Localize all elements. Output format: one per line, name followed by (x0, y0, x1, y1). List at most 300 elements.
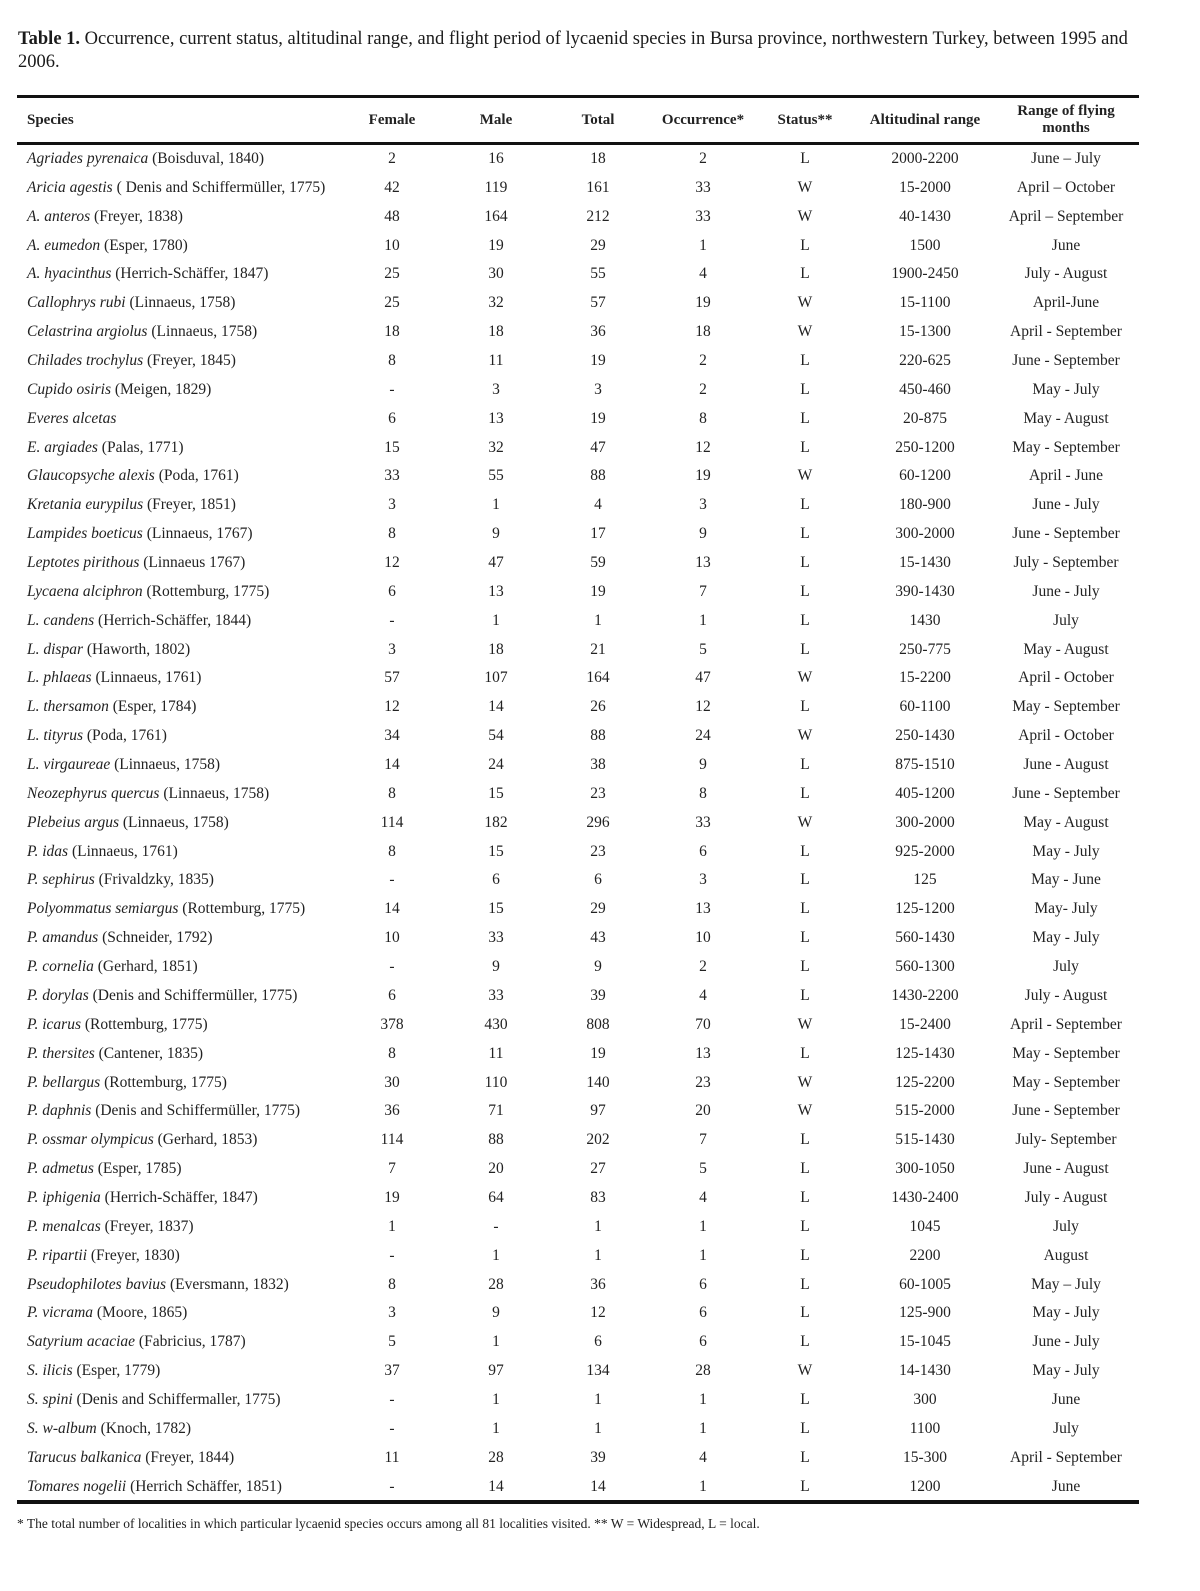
status-cell: L (800, 900, 810, 918)
total-cell: 134 (586, 1362, 610, 1380)
species-name: Chilades trochylus (27, 352, 144, 370)
species-cell (27, 1299, 357, 1328)
total-cell: 1 (594, 611, 602, 629)
months-cell: April – October (1016, 178, 1116, 196)
male-cell: 13 (488, 582, 504, 600)
altitude-cell: 390-1430 (895, 582, 955, 600)
total-cell: 296 (586, 813, 610, 831)
female-cell: 57 (384, 669, 400, 687)
months-cell: May - September (1012, 1073, 1120, 1091)
months-cell: April - October (1018, 669, 1114, 687)
species-name: S. spini (27, 1390, 73, 1408)
total-cell: 12 (590, 1304, 606, 1322)
species-cell (27, 1184, 357, 1213)
table-row (17, 693, 1139, 722)
occurrence-cell: 70 (695, 1015, 711, 1033)
table-row (17, 1328, 1139, 1357)
occurrence-cell: 24 (695, 727, 711, 745)
female-cell: 8 (388, 1275, 396, 1293)
altitude-cell: 15-300 (903, 1448, 947, 1466)
total-cell: 21 (590, 640, 606, 658)
months-cell: May - June (1031, 871, 1101, 889)
table-row (17, 1386, 1139, 1415)
occurrence-cell: 23 (695, 1073, 711, 1091)
status-cell: L (800, 871, 810, 889)
occurrence-cell: 33 (695, 813, 711, 831)
species-name: Tomares nogelii (27, 1477, 127, 1495)
occurrence-cell: 1 (699, 611, 707, 629)
species-cell (27, 174, 357, 203)
female-cell: 5 (388, 1333, 396, 1351)
total-cell: 57 (590, 294, 606, 312)
species-cell (27, 751, 357, 780)
total-cell: 36 (590, 1275, 606, 1293)
status-cell: W (797, 294, 813, 312)
female-cell: 3 (388, 640, 396, 658)
status-cell: L (800, 1390, 810, 1408)
species-name: L. candens (27, 611, 95, 629)
occurrence-cell: 5 (699, 640, 707, 658)
status-cell: L (800, 582, 810, 600)
female-cell: 30 (384, 1073, 400, 1091)
status-cell: L (800, 554, 810, 572)
male-cell: 1 (492, 1333, 500, 1351)
species-author: ( Denis and Schiffermüller, 1775) (112, 178, 326, 196)
status-cell: L (800, 1188, 810, 1206)
female-cell: - (389, 871, 395, 889)
female-cell: 34 (384, 727, 400, 745)
species-author: (Frivaldzky, 1835) (94, 871, 214, 889)
header-flying-months: Range of flying months (1017, 103, 1115, 136)
altitude-cell: 1430-2200 (891, 986, 959, 1004)
female-cell: 114 (380, 813, 404, 831)
female-cell: 10 (384, 929, 400, 947)
female-cell: 6 (388, 986, 396, 1004)
species-cell (27, 1386, 357, 1415)
altitude-cell: 515-2000 (895, 1102, 955, 1120)
occurrence-cell: 3 (699, 496, 707, 514)
months-cell: May - July (1032, 1304, 1100, 1322)
table-row (17, 405, 1139, 434)
altitude-cell: 60-1100 (899, 698, 951, 716)
total-cell: 212 (586, 207, 610, 225)
species-cell (27, 693, 357, 722)
altitude-cell: 125-1430 (895, 1044, 955, 1062)
header-status: Status** (777, 111, 833, 128)
status-cell: W (797, 323, 813, 341)
species-name: P. ossmar olympicus (27, 1131, 154, 1149)
species-author: (Rottemburg, 1775) (100, 1073, 227, 1091)
status-cell: L (800, 150, 810, 167)
table-caption (18, 28, 1148, 74)
species-author: (Rottemburg, 1775) (142, 582, 270, 600)
species-author: (Freyer, 1830) (87, 1246, 180, 1264)
status-cell: L (800, 1275, 810, 1293)
total-cell: 164 (586, 669, 610, 687)
altitude-cell: 125-900 (899, 1304, 951, 1322)
table-row (17, 289, 1139, 318)
species-cell (27, 809, 357, 838)
status-cell: L (800, 1217, 810, 1235)
status-cell: L (800, 236, 810, 254)
species-author: (Esper, 1780) (100, 236, 188, 254)
occurrence-cell: 1 (699, 1390, 707, 1408)
occurrence-cell: 18 (695, 323, 711, 341)
species-author: (Rottemburg, 1775) (80, 1015, 208, 1033)
altitude-cell: 2000-2200 (891, 150, 959, 167)
occurrence-cell: 12 (695, 438, 711, 456)
table-header (17, 98, 1139, 142)
months-cell: April - September (1010, 1015, 1122, 1033)
status-cell: L (800, 1131, 810, 1149)
species-name: P. menalcas (27, 1217, 101, 1235)
species-name: Pseudophilotes bavius (27, 1275, 167, 1293)
species-cell (27, 1242, 357, 1271)
status-cell: L (800, 640, 810, 658)
male-cell: - (493, 1217, 499, 1235)
female-cell: - (389, 1419, 395, 1437)
total-cell: 88 (590, 727, 606, 745)
species-author: (Linnaeus, 1758) (159, 784, 270, 802)
male-cell: 54 (488, 727, 504, 745)
male-cell: 1 (492, 1246, 500, 1264)
caption-text: Occurrence, current status, altitudinal range, and flight period of lycaenid species in Bursa province, northwestern Turkey, between 1995 and 2006. (18, 29, 1128, 72)
table-row (17, 1242, 1139, 1271)
months-cell: May- July (1034, 900, 1098, 918)
species-author: (Moore, 1865) (93, 1304, 188, 1322)
table-row (17, 434, 1139, 463)
total-cell: 39 (590, 986, 606, 1004)
altitude-cell: 560-1430 (895, 929, 955, 947)
altitude-cell: 1200 (909, 1477, 941, 1495)
total-cell: 47 (590, 438, 606, 456)
species-cell (27, 1097, 357, 1126)
months-cell: June - July (1032, 496, 1100, 514)
months-cell: June (1051, 236, 1081, 254)
female-cell: 48 (384, 207, 400, 225)
male-cell: 13 (488, 409, 504, 427)
total-cell: 97 (590, 1102, 606, 1120)
species-name: Callophrys rubi (27, 294, 126, 312)
occurrence-cell: 9 (699, 756, 707, 774)
total-cell: 36 (590, 323, 606, 341)
occurrence-cell: 7 (699, 582, 707, 600)
species-name: L. thersamon (27, 698, 109, 716)
species-author: (Meigen, 1829) (110, 380, 212, 398)
total-cell: 43 (590, 929, 606, 947)
male-cell: 110 (484, 1073, 508, 1091)
altitude-cell: 925-2000 (895, 842, 955, 860)
species-author: (Linnaeus, 1761) (68, 842, 178, 860)
status-cell: W (797, 813, 813, 831)
species-cell (27, 376, 357, 405)
altitude-cell: 560-1300 (895, 958, 955, 976)
male-cell: 18 (488, 323, 504, 341)
status-cell: L (800, 1160, 810, 1178)
species-author: (Linnaeus, 1758) (125, 294, 236, 312)
occurrence-cell: 47 (695, 669, 711, 687)
male-cell: 97 (488, 1362, 504, 1380)
species-cell (27, 549, 357, 578)
status-cell: L (800, 698, 810, 716)
months-cell: May - July (1032, 842, 1100, 860)
altitude-cell: 14-1430 (899, 1362, 951, 1380)
female-cell: 14 (384, 756, 400, 774)
female-cell: 6 (388, 582, 396, 600)
months-cell: June - July (1032, 582, 1100, 600)
female-cell: 36 (384, 1102, 400, 1120)
female-cell: 14 (384, 900, 400, 918)
occurrence-cell: 1 (699, 236, 707, 254)
altitude-cell: 405-1200 (895, 784, 955, 802)
species-name: A. eumedon (27, 236, 101, 254)
table-row (17, 1097, 1139, 1126)
species-author: (Schneider, 1792) (98, 929, 213, 947)
species-cell (27, 1415, 357, 1444)
species-author: (Linnaeus, 1761) (91, 669, 202, 687)
occurrence-cell: 1 (699, 1419, 707, 1437)
species-author: (Herrich-Schäffer, 1847) (111, 265, 269, 283)
table-row (17, 838, 1139, 867)
species-name: P. thersites (27, 1044, 95, 1062)
total-cell: 1 (594, 1217, 602, 1235)
species-author: (Linnaeus, 1758) (147, 323, 258, 341)
months-cell: July - August (1024, 265, 1108, 283)
occurrence-cell: 12 (695, 698, 711, 716)
male-cell: 32 (488, 294, 504, 312)
male-cell: 33 (488, 986, 504, 1004)
occurrence-cell: 2 (699, 150, 707, 167)
species-cell (27, 1040, 357, 1069)
male-cell: 9 (492, 525, 500, 543)
table-row (17, 549, 1139, 578)
table-row (17, 982, 1139, 1011)
species-name: Cupido osiris (27, 380, 111, 398)
altitude-cell: 1500 (909, 236, 941, 254)
months-cell: July (1053, 611, 1079, 629)
status-cell: W (797, 669, 813, 687)
table-bottom-rule (17, 1500, 1139, 1504)
male-cell: 19 (488, 236, 504, 254)
status-cell: L (800, 986, 810, 1004)
status-cell: L (800, 352, 810, 370)
species-author: (Freyer, 1838) (90, 207, 183, 225)
status-cell: W (797, 1102, 813, 1120)
table-row (17, 924, 1139, 953)
female-cell: 19 (384, 1188, 400, 1206)
species-name: A. hyacinthus (27, 265, 112, 283)
status-cell: W (797, 727, 813, 745)
occurrence-cell: 4 (699, 1448, 707, 1466)
total-cell: 55 (590, 265, 606, 283)
female-cell: - (389, 958, 395, 976)
altitude-cell: 1430-2400 (891, 1188, 959, 1206)
male-cell: 18 (488, 640, 504, 658)
species-cell (27, 145, 357, 174)
species-cell (27, 924, 357, 953)
occurrence-cell: 4 (699, 265, 707, 283)
table-row (17, 866, 1139, 895)
female-cell: - (389, 611, 395, 629)
table-row (17, 1271, 1139, 1300)
female-cell: 7 (388, 1160, 396, 1178)
species-cell (27, 1444, 357, 1473)
male-cell: 3 (492, 380, 500, 398)
total-cell: 19 (590, 582, 606, 600)
table-row (17, 607, 1139, 636)
altitude-cell: 300 (913, 1390, 937, 1408)
male-cell: 15 (488, 784, 504, 802)
species-name: Neozephyrus quercus (27, 784, 160, 802)
months-cell: May - July (1032, 929, 1100, 947)
female-cell: 12 (384, 698, 400, 716)
table-row (17, 1155, 1139, 1184)
female-cell: 3 (388, 1304, 396, 1322)
occurrence-cell: 4 (699, 986, 707, 1004)
species-cell (27, 1357, 357, 1386)
male-cell: 119 (484, 178, 508, 196)
species-cell (27, 520, 357, 549)
male-cell: 64 (488, 1188, 504, 1206)
species-author: (Freyer, 1844) (141, 1448, 235, 1466)
table-row (17, 1126, 1139, 1155)
total-cell: 38 (590, 756, 606, 774)
species-author: (Denis and Schiffermüller, 1775) (88, 986, 298, 1004)
male-cell: 1 (492, 1419, 500, 1437)
species-author: (Haworth, 1802) (83, 640, 191, 658)
occurrence-cell: 20 (695, 1102, 711, 1120)
species-name: Satyrium acaciae (27, 1333, 136, 1351)
occurrence-cell: 33 (695, 178, 711, 196)
months-cell: May – July (1031, 1275, 1101, 1293)
species-name: Leptotes pirithous (27, 554, 140, 572)
table-row (17, 347, 1139, 376)
species-author: (Linnaeus 1767) (139, 554, 246, 572)
male-cell: 11 (488, 352, 504, 370)
species-name: Plebeius argus (27, 813, 119, 831)
species-name: P. iphigenia (27, 1188, 101, 1206)
male-cell: 430 (484, 1015, 508, 1033)
species-name: P. bellargus (27, 1073, 101, 1091)
table-body (17, 145, 1139, 1501)
total-cell: 9 (594, 958, 602, 976)
occurrence-cell: 10 (695, 929, 711, 947)
species-cell (27, 838, 357, 867)
species-name: Lycaena alciphron (27, 582, 143, 600)
occurrence-cell: 33 (695, 207, 711, 225)
species-author: (Boisduval, 1840) (148, 150, 265, 167)
months-cell: May - September (1012, 438, 1120, 456)
male-cell: 14 (488, 698, 504, 716)
male-cell: 30 (488, 265, 504, 283)
occurrence-cell: 7 (699, 1131, 707, 1149)
species-cell (27, 982, 357, 1011)
species-author: (Esper, 1785) (93, 1160, 182, 1178)
table-row (17, 664, 1139, 693)
total-cell: 83 (590, 1188, 606, 1206)
species-name: S. ilicis (27, 1362, 73, 1380)
total-cell: 161 (586, 178, 610, 196)
species-name: Glaucopsyche alexis (27, 467, 155, 485)
months-cell: April - September (1010, 1448, 1122, 1466)
altitude-cell: 1045 (909, 1217, 941, 1235)
species-name: Polyommatus semiargus (27, 900, 179, 918)
species-author: (Linnaeus, 1758) (119, 813, 229, 831)
occurrence-cell: 6 (699, 1304, 707, 1322)
total-cell: 23 (590, 784, 606, 802)
total-cell: 19 (590, 409, 606, 427)
altitude-cell: 250-1430 (895, 727, 955, 745)
months-cell: May - August (1023, 409, 1109, 427)
total-cell: 19 (590, 1044, 606, 1062)
total-cell: 1 (594, 1390, 602, 1408)
male-cell: 20 (488, 1160, 504, 1178)
female-cell: 33 (384, 467, 400, 485)
table-row (17, 520, 1139, 549)
status-cell: L (800, 1419, 810, 1437)
species-author: (Linnaeus, 1767) (142, 525, 253, 543)
total-cell: 39 (590, 1448, 606, 1466)
altitude-cell: 250-775 (899, 640, 951, 658)
altitude-cell: 15-2400 (899, 1015, 951, 1033)
altitude-cell: 220-625 (899, 352, 951, 370)
species-author: (Gerhard, 1851) (93, 958, 198, 976)
species-name: L. virgaureae (27, 756, 111, 774)
total-cell: 59 (590, 554, 606, 572)
status-cell: L (800, 380, 810, 398)
species-author: (Denis and Schiffermaller, 1775) (72, 1390, 281, 1408)
total-cell: 18 (590, 150, 606, 167)
altitude-cell: 60-1005 (899, 1275, 951, 1293)
status-cell: L (800, 958, 810, 976)
occurrence-cell: 19 (695, 467, 711, 485)
male-cell: 33 (488, 929, 504, 947)
table-row (17, 780, 1139, 809)
occurrence-cell: 2 (699, 352, 707, 370)
total-cell: 88 (590, 467, 606, 485)
species-name: Aricia agestis (27, 178, 113, 196)
species-cell (27, 636, 357, 665)
female-cell: 3 (388, 496, 396, 514)
occurrence-cell: 1 (699, 1477, 707, 1495)
altitude-cell: 125-2200 (895, 1073, 955, 1091)
status-cell: L (800, 1448, 810, 1466)
species-author: (Herrich-Schäffer, 1847) (100, 1188, 258, 1206)
male-cell: 14 (488, 1477, 504, 1495)
table-row (17, 145, 1139, 174)
female-cell: 8 (388, 1044, 396, 1062)
species-author: (Herrich-Schäffer, 1844) (94, 611, 252, 629)
species-name: L. phlaeas (27, 669, 92, 687)
altitude-cell: 300-1050 (895, 1160, 955, 1178)
altitude-cell: 15-1430 (899, 554, 951, 572)
table-row (17, 1184, 1139, 1213)
altitude-cell: 300-2000 (895, 813, 955, 831)
months-cell: June – July (1031, 150, 1101, 167)
total-cell: 23 (590, 842, 606, 860)
female-cell: 8 (388, 842, 396, 860)
header-occurrence: Occurrence* (661, 111, 745, 128)
altitude-cell: 20-875 (903, 409, 947, 427)
total-cell: 4 (594, 496, 602, 514)
occurrence-cell: 13 (695, 900, 711, 918)
header-species: Species (27, 111, 74, 128)
total-cell: 29 (590, 236, 606, 254)
altitude-cell: 125 (913, 871, 937, 889)
female-cell: 25 (384, 294, 400, 312)
table-row (17, 1299, 1139, 1328)
altitude-cell: 300-2000 (895, 525, 955, 543)
